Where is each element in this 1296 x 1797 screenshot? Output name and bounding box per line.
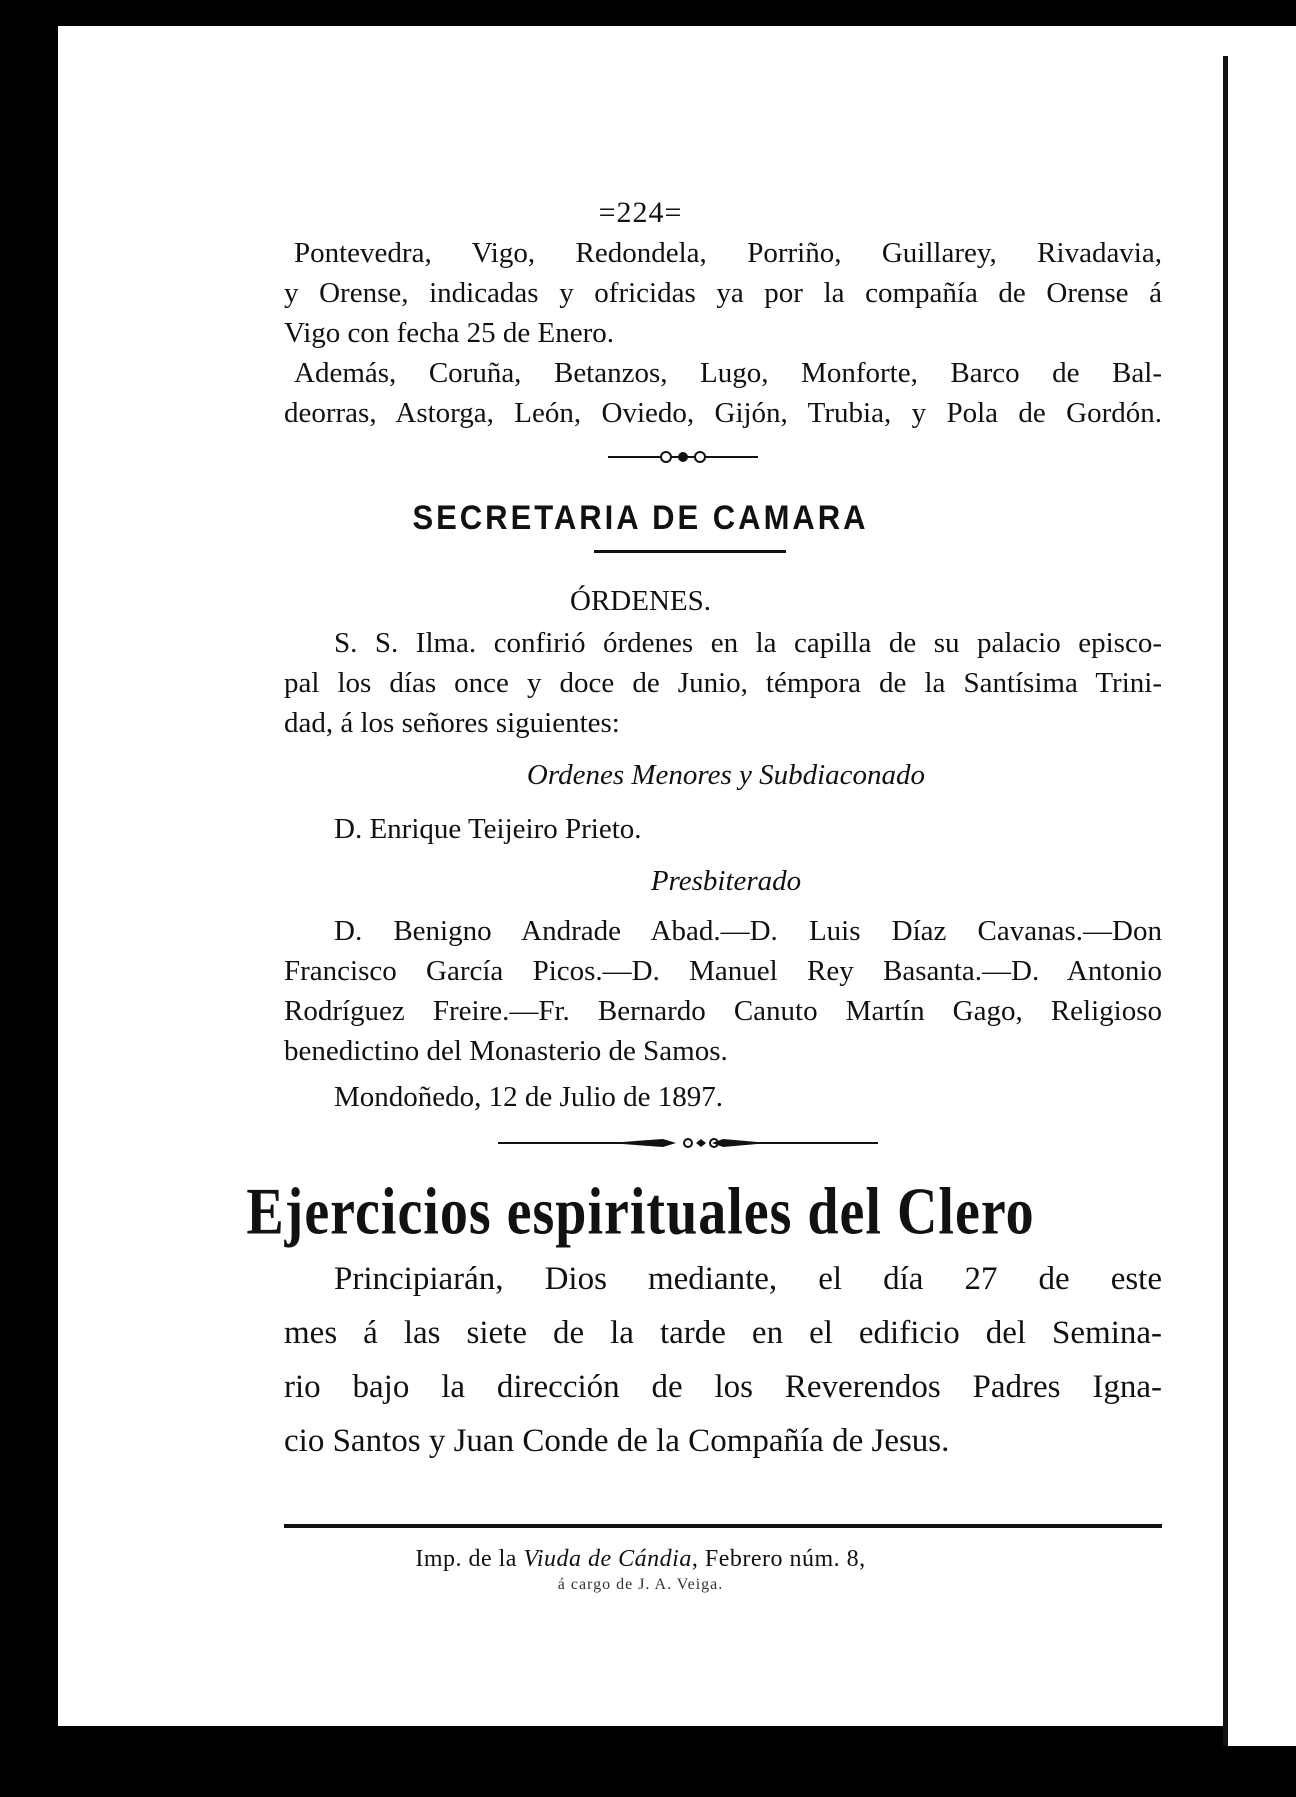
intro-line-1: Pontevedra, Vigo, Redondela, Porriño, Guillarey, Rivadavia, [294, 237, 1162, 269]
imprint-line [58, 1546, 1223, 1573]
footer-rule [284, 1524, 1162, 1528]
intro-line-3: Vigo con fecha 25 de Enero. [284, 317, 615, 349]
ejercicios-line-3: rio bajo la dirección de los Reverendos Padres Igna- [284, 1369, 1162, 1405]
ordenes-paragraph-2: pal los días once y doce de Junio, témpora de la Santísima Trini- [284, 667, 1162, 699]
signature-line: Mondoñedo, 12 de Julio de 1897. [334, 1081, 724, 1113]
ademas-line-2: deorras, Astorga, León, Oviedo, Gijón, Trubia, y Pola de Gordón. [284, 397, 1162, 429]
ordenes-menores-names: D. Enrique Teijeiro Prieto. [334, 813, 642, 845]
presbiterado-line-1: D. Benigno Andrade Abad.—D. Luis Díaz Cavanas.—Don [334, 915, 1162, 947]
page-edge-line [1223, 56, 1228, 1746]
imprint-prefix: Imp. de la [415, 1546, 524, 1572]
small-ornament [608, 450, 758, 464]
decorative-divider [498, 1136, 878, 1150]
ordenes-paragraph-1: S. S. Ilma. confirió órdenes en la capilla de su palacio episco- [334, 627, 1162, 659]
ejercicios-line-4: cio Santos y Juan Conde de la Compañía de Jesus. [284, 1423, 950, 1459]
imprint-suffix: , Febrero núm. 8, [691, 1546, 866, 1572]
ordenes-paragraph-3: dad, á los señores siguientes: [284, 707, 620, 739]
ejercicios-title: Ejercicios espirituales del Clero [246, 1174, 1035, 1250]
heading-underline [594, 550, 786, 553]
subsection-ordenes-menores: Ordenes Menores y Subdiaconado [526, 759, 926, 791]
ejercicios-line-1: Principiarán, Dios mediante, el día 27 de este [334, 1261, 1162, 1297]
intro-line-2: y Orense, indicadas y ofricidas ya por la compañía de Orense á [284, 277, 1162, 309]
section-heading: SECRETARIA DE CAMARA [412, 498, 869, 537]
presbiterado-line-4: benedictino del Monasterio de Samos. [284, 1035, 728, 1067]
imprint-printer: Viuda de Cándia [523, 1546, 692, 1572]
ejercicios-line-2: mes á las siete de la tarde en el edificio del Semina- [284, 1315, 1162, 1351]
ordenes-title: ÓRDENES. [570, 585, 711, 617]
imprint-subline: á cargo de J. A. Veiga. [557, 1576, 724, 1593]
subsection-presbiterado: Presbiterado [650, 865, 802, 897]
presbiterado-line-2: Francisco García Picos.—D. Manuel Rey Basanta.—D. Antonio [284, 955, 1162, 987]
presbiterado-line-3: Rodríguez Freire.—Fr. Bernardo Canuto Martín Gago, Religioso [284, 995, 1162, 1027]
scanned-page [58, 26, 1223, 1726]
page-number: =224= [598, 196, 683, 229]
ademas-line-1: Además, Coruña, Betanzos, Lugo, Monforte, Barco de Bal- [294, 357, 1162, 389]
